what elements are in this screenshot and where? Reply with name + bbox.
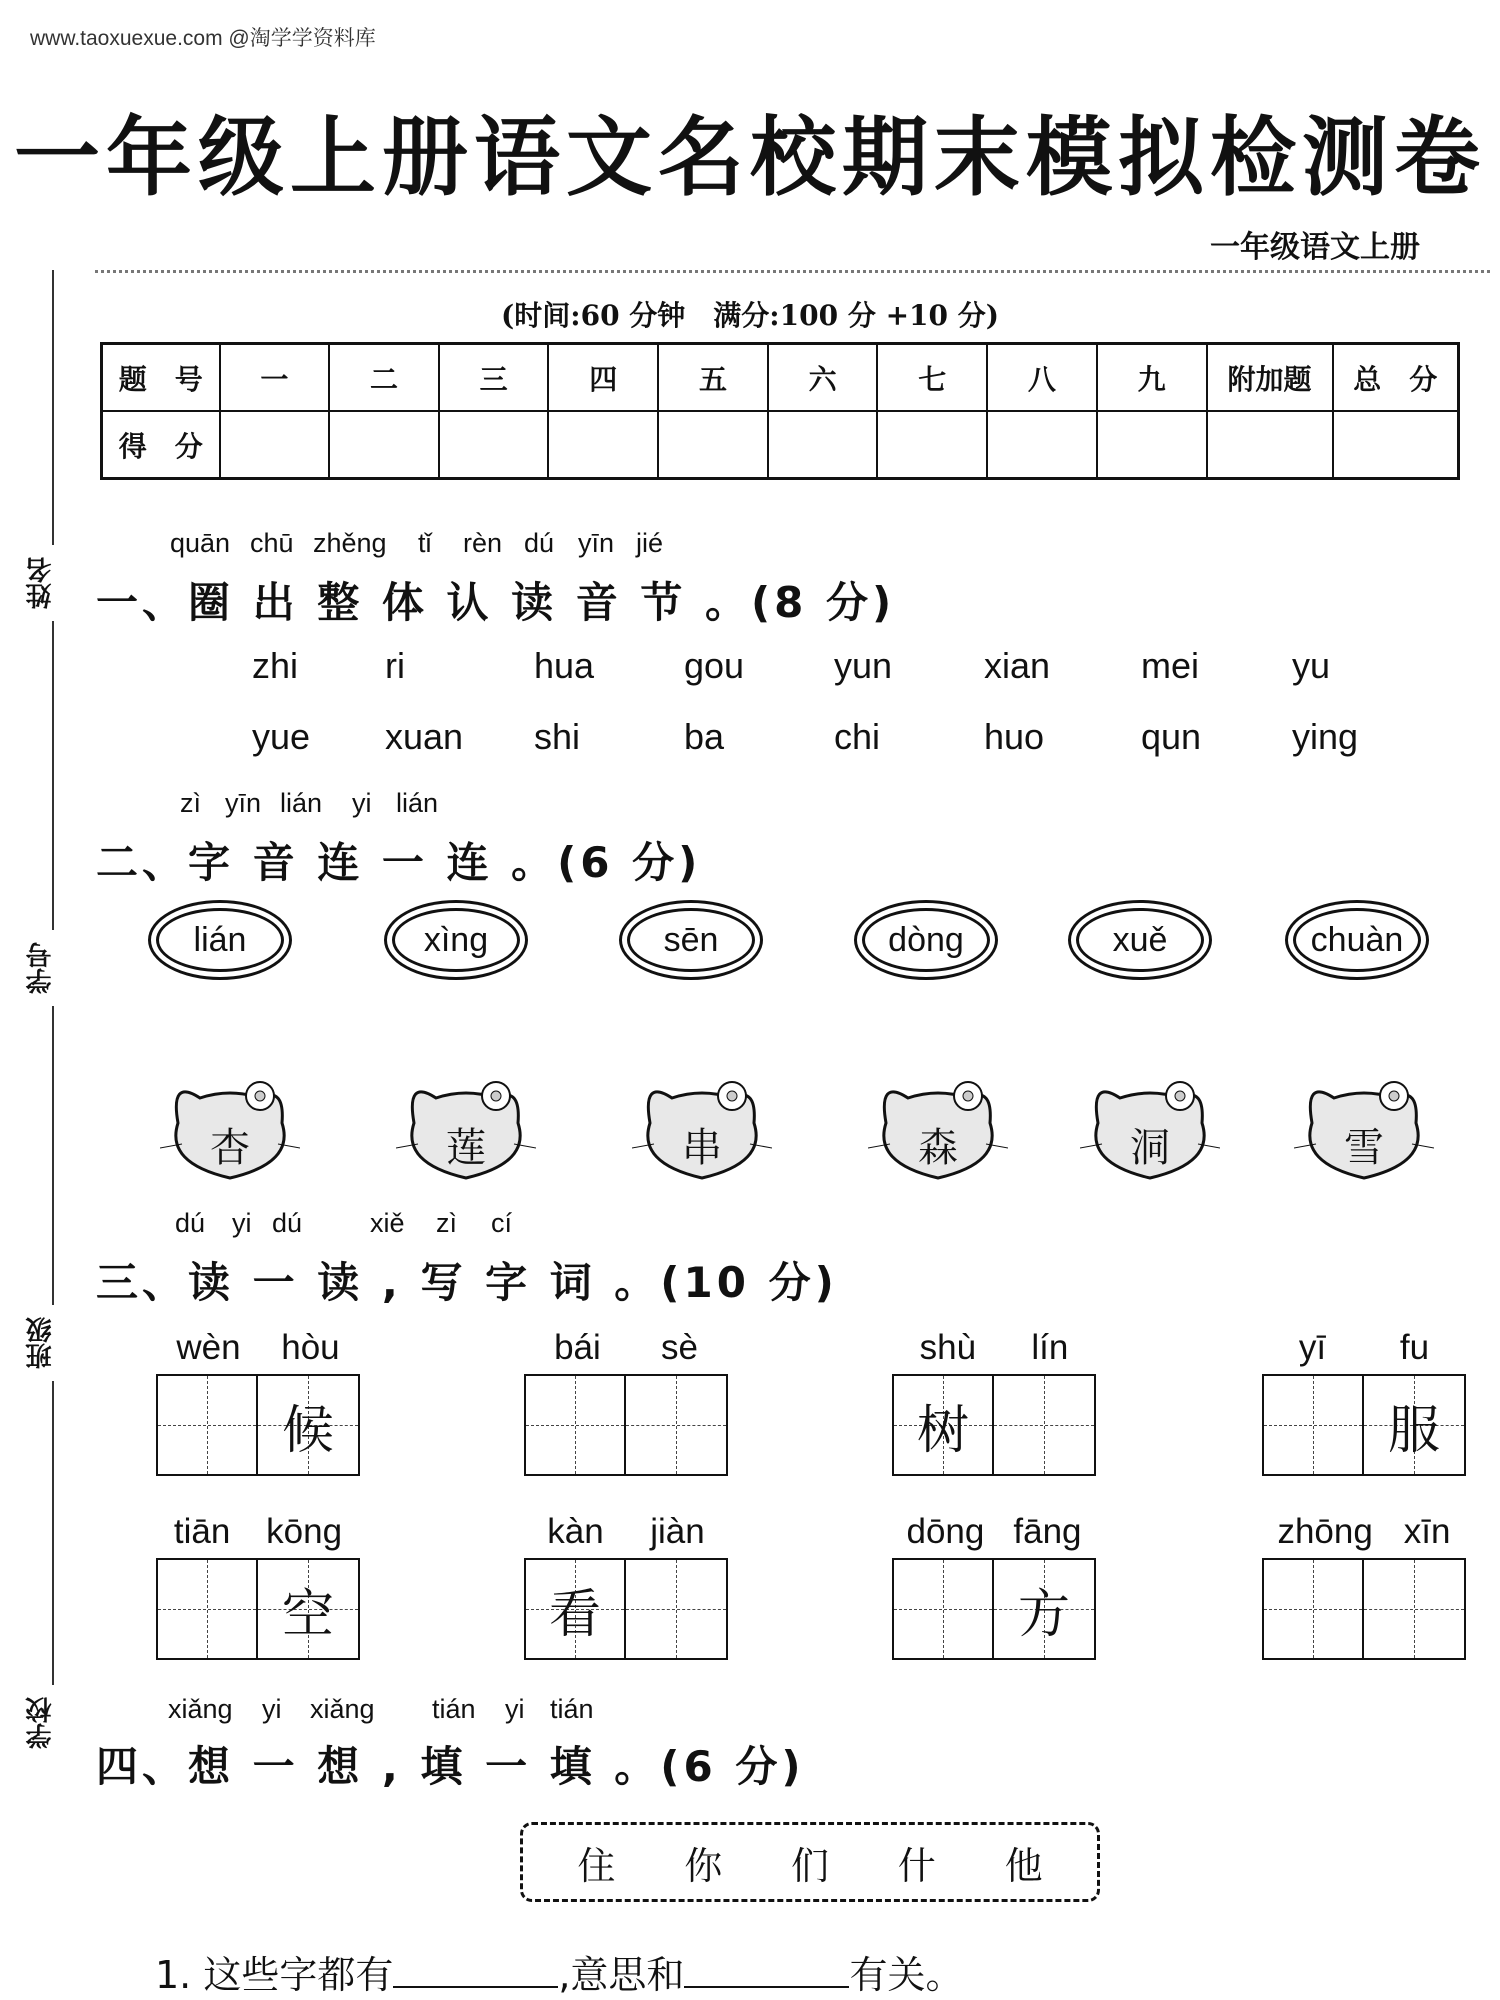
- word-pinyin: [1262, 1328, 1466, 1374]
- section1-pinyin: yīn: [578, 528, 615, 558]
- syllable[interactable]: zhi: [252, 645, 299, 686]
- word-pinyin: [156, 1512, 360, 1558]
- tian-grid: [156, 1374, 360, 1476]
- kitty-character-card[interactable]: [160, 1068, 300, 1188]
- word-pinyin: [892, 1512, 1096, 1558]
- pinyin-syllable: dōng: [906, 1512, 985, 1551]
- writing-cell[interactable]: 树: [894, 1376, 994, 1474]
- word-block: [892, 1328, 1096, 1476]
- score-table-header-row: [102, 344, 1459, 412]
- pinyin-syllable: fu: [1399, 1328, 1430, 1367]
- binding-line: [52, 270, 54, 1760]
- pinyin-syllable: tiān: [173, 1512, 231, 1551]
- pinyin-syllable: hòu: [281, 1328, 340, 1367]
- score-input-cell[interactable]: [548, 411, 658, 479]
- score-header-cell: 八: [987, 344, 1097, 412]
- syllable[interactable]: ying: [1292, 716, 1359, 757]
- side-label-name: 姓名: [22, 545, 62, 621]
- section2-pinyin: yīn: [225, 788, 262, 818]
- writing-cell[interactable]: [626, 1376, 726, 1474]
- word-block: [524, 1328, 728, 1476]
- word-pinyin: [524, 1328, 728, 1374]
- section4-pinyin: yi: [505, 1694, 525, 1724]
- writing-cell[interactable]: [158, 1560, 258, 1658]
- writing-cell[interactable]: [1364, 1560, 1464, 1658]
- word-pinyin: [892, 1328, 1096, 1374]
- side-label-class: 班级: [22, 1305, 62, 1381]
- score-header-cell: 七: [877, 344, 987, 412]
- word-block: [156, 1512, 360, 1660]
- pinyin-syllable: xīn: [1403, 1512, 1451, 1551]
- word-pinyin: [524, 1512, 728, 1558]
- syllable[interactable]: xian: [984, 645, 1051, 686]
- writing-cell[interactable]: [1264, 1376, 1364, 1474]
- score-header-cell: 总 分: [1333, 344, 1459, 412]
- score-header-cell: 三: [439, 344, 549, 412]
- score-input-cell[interactable]: [329, 411, 439, 479]
- section4-pinyin: xiǎng: [310, 1694, 375, 1724]
- score-input-cell[interactable]: [987, 411, 1097, 479]
- pinyin-syllable: lín: [1031, 1328, 1069, 1367]
- writing-cell[interactable]: [158, 1376, 258, 1474]
- syllable[interactable]: shi: [534, 716, 581, 757]
- section2-pinyin: lián: [280, 788, 323, 818]
- score-input-cell[interactable]: [658, 411, 768, 479]
- score-header-cell: 附加题: [1207, 344, 1333, 412]
- section2-pinyin: lián: [396, 788, 439, 818]
- box-character: 什: [897, 1843, 936, 1888]
- page-title: 一年级上册语文名校期末模拟检测卷: [14, 108, 1486, 208]
- score-header-cell: 九: [1097, 344, 1207, 412]
- pinyin-syllable: jiàn: [650, 1512, 705, 1551]
- section1-pinyin: dú: [524, 528, 555, 558]
- watermark: www.taoxuexue.com @淘学学资料库: [30, 27, 376, 50]
- tian-grid: [892, 1558, 1096, 1660]
- kitty-character: 杏: [210, 1125, 250, 1171]
- score-header-cell: 二: [329, 344, 439, 412]
- section1-pinyin: jié: [636, 528, 664, 558]
- score-header-cell: 一: [220, 344, 330, 412]
- section2-pinyin: zì: [180, 788, 202, 818]
- writing-cell[interactable]: [626, 1560, 726, 1658]
- pinyin-oval[interactable]: lián: [156, 908, 284, 972]
- score-input-cell[interactable]: [439, 411, 549, 479]
- question-1-suffix: 有关。: [849, 1953, 964, 1997]
- section1-pinyin: quān: [170, 528, 231, 558]
- writing-cell[interactable]: 空: [258, 1560, 358, 1658]
- section3-heading: 三、读 一 读 , 写 字 词 。(10 分): [96, 1258, 838, 1307]
- section3-pinyin: dú: [272, 1208, 303, 1238]
- section2-heading: 二、字 音 连 一 连 。(6 分): [96, 838, 702, 887]
- tian-grid: [1262, 1374, 1466, 1476]
- pinyin-syllable: kōng: [266, 1512, 343, 1551]
- section3-pinyin: yi: [232, 1208, 252, 1238]
- section4-heading: 四、想 一 想 , 填 一 填 。(6 分): [96, 1742, 805, 1791]
- character-box: [520, 1822, 1100, 1902]
- dotted-divider: [95, 270, 1490, 273]
- score-row-label: 得 分: [102, 411, 220, 479]
- section3-pinyin: cí: [491, 1208, 513, 1238]
- writing-cell[interactable]: 看: [526, 1560, 626, 1658]
- writing-cell[interactable]: [894, 1560, 994, 1658]
- pinyin-syllable: wèn: [176, 1328, 241, 1367]
- score-header-cell: 五: [658, 344, 768, 412]
- grade-label: 一年级语文上册: [1210, 230, 1420, 265]
- section4-pinyin: xiǎng: [168, 1694, 233, 1724]
- syllable[interactable]: ri: [385, 645, 405, 686]
- syllable[interactable]: yue: [252, 716, 311, 757]
- side-label-school: 学校: [22, 1685, 62, 1761]
- box-character: 他: [1004, 1843, 1043, 1888]
- answer-blank-2[interactable]: [684, 1958, 849, 1988]
- kitty-character-card[interactable]: [396, 1068, 536, 1188]
- question-1: [155, 1944, 963, 1999]
- writing-cell[interactable]: [1264, 1560, 1364, 1658]
- kitty-character: 洞: [1130, 1125, 1170, 1171]
- word-block: [1262, 1328, 1466, 1476]
- writing-cell[interactable]: [994, 1376, 1094, 1474]
- tian-grid: [524, 1558, 728, 1660]
- pinyin-syllable: kàn: [547, 1512, 604, 1551]
- syllable[interactable]: huo: [984, 716, 1045, 757]
- pinyin-syllable: sè: [660, 1328, 698, 1367]
- pinyin-oval[interactable]: xuě: [1076, 908, 1204, 972]
- syllable[interactable]: hua: [534, 645, 595, 686]
- section3-pinyin: xiě: [370, 1208, 405, 1238]
- kitty-character-card[interactable]: [1080, 1068, 1220, 1188]
- kitty-character: 莲: [446, 1125, 486, 1171]
- word-pinyin: [156, 1328, 360, 1374]
- pinyin-oval[interactable]: xìng: [392, 908, 520, 972]
- box-character: 你: [684, 1843, 723, 1888]
- word-block: [156, 1328, 360, 1476]
- tian-grid: [524, 1374, 728, 1476]
- kitty-character: 雪: [1344, 1125, 1384, 1171]
- syllable[interactable]: xuan: [385, 716, 464, 757]
- syllable[interactable]: gou: [684, 645, 745, 686]
- kitty-character: 森: [918, 1125, 958, 1171]
- section4-pinyin: tián: [432, 1694, 476, 1724]
- score-table: [100, 342, 1460, 480]
- word-block: [892, 1512, 1096, 1660]
- score-header-cell: 六: [768, 344, 878, 412]
- section1-pinyin: zhěng: [313, 528, 387, 558]
- question-1-middle: ,意思和: [558, 1953, 685, 1997]
- section4-pinyin: tián: [550, 1694, 594, 1724]
- syllable[interactable]: ba: [684, 716, 725, 757]
- writing-cell[interactable]: 候: [258, 1376, 358, 1474]
- section1-pinyin: tǐ: [418, 528, 432, 558]
- score-table-score-row: [102, 411, 1459, 479]
- syllable[interactable]: yun: [834, 645, 893, 686]
- score-input-cell[interactable]: [768, 411, 878, 479]
- pinyin-syllable: fāng: [1013, 1512, 1082, 1551]
- writing-cell[interactable]: 服: [1364, 1376, 1464, 1474]
- pinyin-oval[interactable]: dòng: [862, 908, 990, 972]
- section4-pinyin: yi: [262, 1694, 282, 1724]
- word-block: [524, 1512, 728, 1660]
- syllable[interactable]: chi: [834, 716, 881, 757]
- writing-cell[interactable]: 方: [994, 1560, 1094, 1658]
- answer-blank-1[interactable]: [393, 1958, 558, 1988]
- section1-heading: 一、圈 出 整 体 认 读 音 节 。(8 分): [96, 578, 896, 627]
- score-header-cell: 题 号: [102, 344, 220, 412]
- section2-pinyin: yi: [352, 788, 372, 818]
- score-input-cell[interactable]: [877, 411, 987, 479]
- word-block: [1262, 1512, 1466, 1660]
- pinyin-syllable: zhōng: [1277, 1512, 1373, 1551]
- word-pinyin: [1262, 1512, 1466, 1558]
- pinyin-syllable: bái: [554, 1328, 601, 1367]
- section3-pinyin: dú: [175, 1208, 206, 1238]
- writing-cell[interactable]: [526, 1376, 626, 1474]
- score-input-cell[interactable]: [1333, 411, 1459, 479]
- pinyin-syllable: shù: [919, 1328, 977, 1367]
- score-input-cell[interactable]: [1097, 411, 1207, 479]
- score-input-cell[interactable]: [1207, 411, 1333, 479]
- tian-grid: [892, 1374, 1096, 1476]
- section3-pinyin: zì: [436, 1208, 458, 1238]
- tian-grid: [1262, 1558, 1466, 1660]
- box-character: 住: [577, 1843, 616, 1888]
- pinyin-syllable: yī: [1298, 1328, 1327, 1367]
- kitty-character-card[interactable]: [632, 1068, 772, 1188]
- tian-grid: [156, 1558, 360, 1660]
- syllable[interactable]: yu: [1292, 645, 1331, 686]
- kitty-character-card[interactable]: [868, 1068, 1008, 1188]
- box-character: 们: [790, 1843, 829, 1888]
- score-input-cell[interactable]: [220, 411, 330, 479]
- pinyin-oval[interactable]: sēn: [627, 908, 755, 972]
- pinyin-oval[interactable]: chuàn: [1293, 908, 1421, 972]
- syllable[interactable]: qun: [1141, 716, 1202, 757]
- score-header-cell: 四: [548, 344, 658, 412]
- kitty-character: 串: [682, 1125, 722, 1171]
- section1-pinyin: chū: [250, 528, 294, 558]
- time-info: (时间:60 分钟 满分:100 分 +10 分): [501, 299, 999, 332]
- question-1-prefix: 1. 这些字都有: [155, 1953, 394, 1997]
- syllable[interactable]: mei: [1141, 645, 1200, 686]
- section1-pinyin: rèn: [463, 528, 503, 558]
- kitty-character-card[interactable]: [1294, 1068, 1434, 1188]
- side-label-student-id: 学号: [22, 930, 62, 1006]
